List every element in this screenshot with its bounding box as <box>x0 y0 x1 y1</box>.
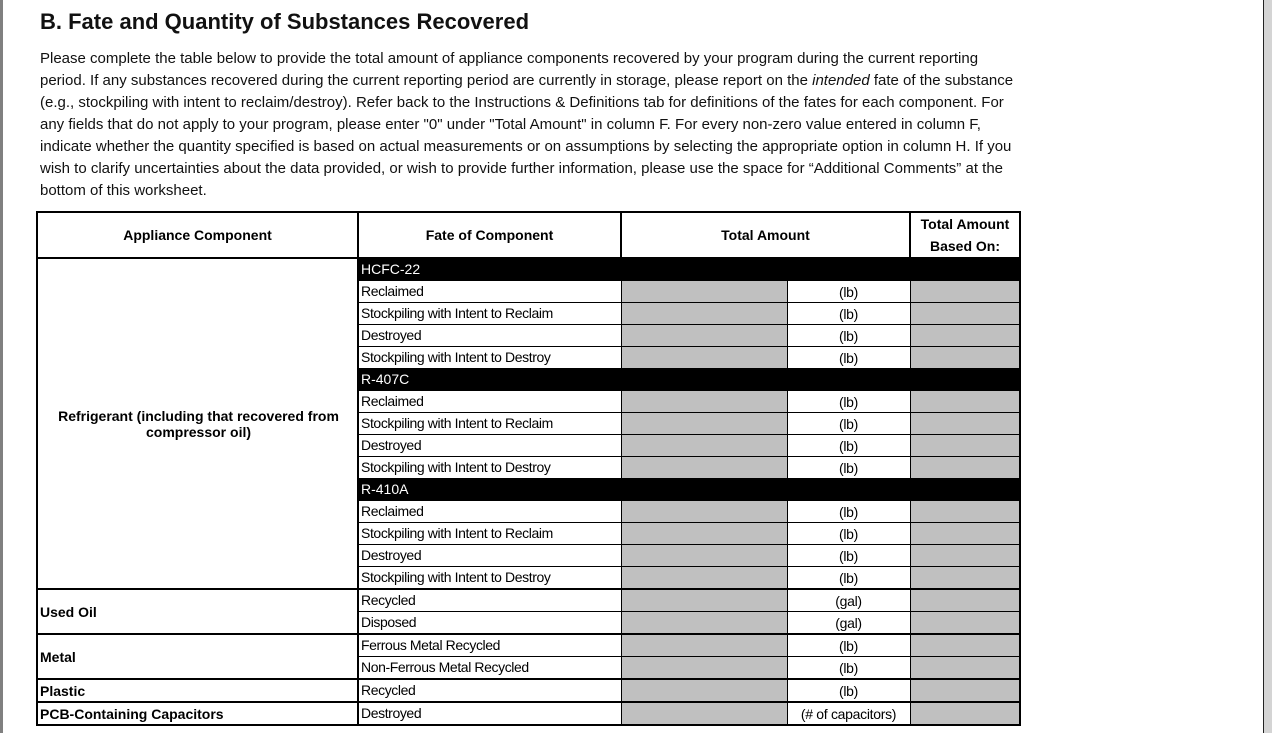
substance-name: R-407C <box>358 369 1020 391</box>
based-on-select[interactable] <box>910 347 1020 369</box>
based-on-select[interactable] <box>910 679 1020 702</box>
unit-label: (lb) <box>787 634 910 657</box>
component-used-oil: Used Oil <box>37 589 358 634</box>
unit-label: (lb) <box>787 457 910 479</box>
unit-label: (lb) <box>787 567 910 590</box>
header-total-amount: Total Amount <box>621 212 910 258</box>
total-amount-input[interactable] <box>621 545 787 567</box>
based-on-select[interactable] <box>910 523 1020 545</box>
table-row <box>37 634 1020 657</box>
total-amount-input[interactable] <box>621 413 787 435</box>
fate-label: Stockpiling with Intent to Destroy <box>358 347 621 369</box>
based-on-select[interactable] <box>910 545 1020 567</box>
fate-label: Destroyed <box>358 545 621 567</box>
section-title: B. Fate and Quantity of Substances Recovered <box>40 9 530 34</box>
window-left-border <box>0 0 3 733</box>
fate-label: Recycled <box>358 589 621 612</box>
component-refrigerant: Refrigerant (including that recovered from compressor oil) <box>37 258 358 589</box>
intro-text-1: Please complete the table below to provide the total amount of appliance components recovered by your program during the current reporting period. If any substances recovered during the current reporting period are currently in storage, please report on the <box>40 50 979 89</box>
unit-label: (lb) <box>787 545 910 567</box>
total-amount-input[interactable] <box>621 679 787 702</box>
based-on-select[interactable] <box>910 281 1020 303</box>
total-amount-input[interactable] <box>621 435 787 457</box>
total-amount-input[interactable] <box>621 567 787 590</box>
unit-label: (# of capacitors) <box>787 702 910 725</box>
total-amount-input[interactable] <box>621 457 787 479</box>
fate-label: Stockpiling with Intent to Destroy <box>358 457 621 479</box>
fate-label: Stockpiling with Intent to Reclaim <box>358 413 621 435</box>
table-row <box>37 679 1020 702</box>
fate-label: Recycled <box>358 679 621 702</box>
unit-label: (gal) <box>787 589 910 612</box>
total-amount-input[interactable] <box>621 391 787 413</box>
fate-label: Destroyed <box>358 435 621 457</box>
total-amount-input[interactable] <box>621 657 787 680</box>
fate-label: Ferrous Metal Recycled <box>358 634 621 657</box>
table-row <box>37 702 1020 725</box>
unit-label: (lb) <box>787 347 910 369</box>
total-amount-input[interactable] <box>621 501 787 523</box>
based-on-select[interactable] <box>910 325 1020 347</box>
component-metal: Metal <box>37 634 358 679</box>
based-on-select[interactable] <box>910 612 1020 635</box>
total-amount-input[interactable] <box>621 702 787 725</box>
total-amount-input[interactable] <box>621 325 787 347</box>
total-amount-input[interactable] <box>621 589 787 612</box>
substance-name: HCFC-22 <box>358 258 1020 281</box>
fate-label: Stockpiling with Intent to Destroy <box>358 567 621 590</box>
based-on-select[interactable] <box>910 567 1020 590</box>
component-pcb-containing-capacitors: PCB-Containing Capacitors <box>37 702 358 725</box>
fate-label: Destroyed <box>358 702 621 725</box>
fate-label: Reclaimed <box>358 501 621 523</box>
fate-quantity-table <box>36 211 1021 726</box>
unit-label: (lb) <box>787 657 910 680</box>
based-on-select[interactable] <box>910 457 1020 479</box>
instructions-paragraph <box>40 48 1025 202</box>
table-header-row <box>37 212 1020 258</box>
unit-label: (lb) <box>787 303 910 325</box>
unit-label: (lb) <box>787 679 910 702</box>
based-on-select[interactable] <box>910 303 1020 325</box>
header-fate-of-component: Fate of Component <box>358 212 621 258</box>
total-amount-input[interactable] <box>621 347 787 369</box>
fate-label: Destroyed <box>358 325 621 347</box>
total-amount-input[interactable] <box>621 281 787 303</box>
header-total-amount-based-on <box>910 212 1020 258</box>
table-body <box>37 258 1020 725</box>
based-on-select[interactable] <box>910 391 1020 413</box>
fate-label: Disposed <box>358 612 621 635</box>
total-amount-input[interactable] <box>621 303 787 325</box>
vertical-scrollbar[interactable] <box>1263 0 1272 733</box>
header-appliance-component: Appliance Component <box>37 212 358 258</box>
header-based-on-line2: Based On: <box>929 238 1000 254</box>
unit-label: (gal) <box>787 612 910 635</box>
based-on-select[interactable] <box>910 702 1020 725</box>
intro-italic: intended <box>812 72 870 89</box>
unit-label: (lb) <box>787 523 910 545</box>
based-on-select[interactable] <box>910 657 1020 680</box>
component-plastic: Plastic <box>37 679 358 702</box>
fate-label: Stockpiling with Intent to Reclaim <box>358 303 621 325</box>
unit-label: (lb) <box>787 391 910 413</box>
based-on-select[interactable] <box>910 435 1020 457</box>
header-based-on-line1: Total Amount <box>920 216 1010 232</box>
total-amount-input[interactable] <box>621 523 787 545</box>
fate-label: Non-Ferrous Metal Recycled <box>358 657 621 680</box>
based-on-select[interactable] <box>910 634 1020 657</box>
unit-label: (lb) <box>787 435 910 457</box>
fate-label: Reclaimed <box>358 391 621 413</box>
total-amount-input[interactable] <box>621 634 787 657</box>
total-amount-input[interactable] <box>621 612 787 635</box>
based-on-select[interactable] <box>910 413 1020 435</box>
unit-label: (lb) <box>787 501 910 523</box>
table-row <box>37 589 1020 612</box>
fate-label: Stockpiling with Intent to Reclaim <box>358 523 621 545</box>
intro-text-2: fate of the substance (e.g., stockpiling with intent to reclaim/destroy). Refer back to the Instructions & Definitions tab for definitions of the fates for each component. For any fields that do not apply to your program, please enter "0" under "Total Amount" in column F. For every non-zero value entered in column F, indicate whether the quantity specified is based on actual measurements or on assumptions by selecting the appropriate option in column H. If you wish to clarify uncertainties about the data provided, or wish to provide further information, please use the space for “Additional Comments” at the bottom of this worksheet. <box>40 72 1014 199</box>
substance-header-row <box>37 258 1020 281</box>
unit-label: (lb) <box>787 281 910 303</box>
unit-label: (lb) <box>787 413 910 435</box>
fate-label: Reclaimed <box>358 281 621 303</box>
based-on-select[interactable] <box>910 501 1020 523</box>
based-on-select[interactable] <box>910 589 1020 612</box>
substance-name: R-410A <box>358 479 1020 501</box>
unit-label: (lb) <box>787 325 910 347</box>
